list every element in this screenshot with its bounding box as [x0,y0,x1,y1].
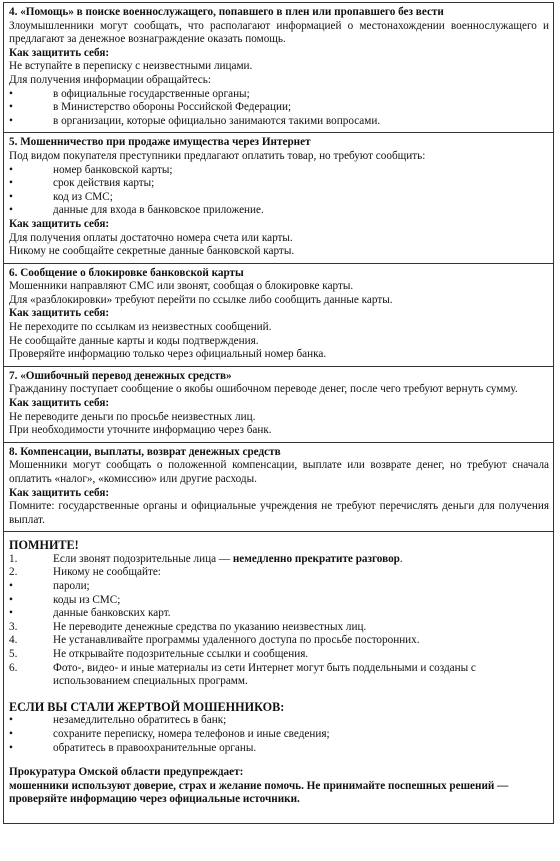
list-item: 1. Если звонят подозрительные лица — немедленно прекратите разговор. [9,552,403,565]
protect-note: Помните: государственные органы и официальные учреждения не требуют перечислять деньги для получения выплат. [9,500,549,526]
section-7 [4,367,553,443]
bullet-icon: • [9,607,13,620]
bullet-icon: • [9,580,13,593]
list-item: 5. Не открывайте подозрительные ссылки и сообщения. [9,648,309,661]
section-6 [4,264,553,367]
protect-line: Не вступайте в переписку с неизвестными лицами. [9,60,253,73]
bullet-list [9,88,549,129]
victim-heading: ЕСЛИ ВЫ СТАЛИ ЖЕРТВОЙ МОШЕННИКОВ: [9,699,285,714]
list-item: • номер банковской карты; [9,163,173,176]
bullet-icon: • [9,101,13,114]
bullet-icon: • [9,114,13,127]
list-item: • в официальные государственные органы; [9,87,250,100]
protect-line: Не переводите деньги по просьбе неизвестных лиц. [9,410,256,423]
protect-line: Для получения оплаты достаточно номера счета или карты. [9,231,293,244]
warning-text: мошенники используют доверие, страх и желание помочь. Не принимайте поспешных решений — проверяйте информацию через официальные источники. [9,779,509,806]
list-item: • срок действия карты; [9,177,155,190]
bullet-icon: • [9,593,13,606]
bullet-icon: • [9,163,13,176]
protect-line: Для получения информации обращайтесь: [9,73,211,86]
section-title: 7. «Ошибочный перевод денежных средств» [9,369,232,382]
warning-heading: Прокуратура Омской области предупреждает: [9,766,244,779]
list-item: • сохраните переписку, номера телефонов и иные сведения; [9,727,330,740]
list-item: • коды из СМС; [9,593,121,606]
protect-line: Проверяйте информацию только через официальный номер банка. [9,348,327,361]
list-item: • в организации, которые официально занимаются такими вопросами. [9,114,381,127]
bullet-icon: • [9,204,13,217]
list-item: • данные банковских карт. [9,607,171,620]
protect-label: Как защитить себя: [9,217,110,230]
list-item: 2. Никому не сообщайте: [9,566,161,579]
section-5 [4,133,553,263]
protect-line: Не сообщайте данные карты и коды подтверждения. [9,334,259,347]
list-item: 3. Не переводите денежные средства по указанию неизвестных лиц. [9,620,367,633]
list-item: 4. Не устанавливайте программы удаленного доступа по просьбе посторонних. [9,634,420,647]
list-item: • данные для входа в банковское приложение. [9,204,264,217]
section-intro: Гражданину поступает сообщение о якобы ошибочном переводе денег, после чего требуют вернуть сумму. [9,383,518,396]
section-intro: Под видом покупателя преступники предлагают оплатить товар, но требуют сообщить: [9,149,426,162]
bullet-icon: • [9,87,13,100]
bullet-icon: • [9,190,13,203]
bullet-icon: • [9,727,13,740]
bullet-icon: • [9,177,13,190]
protect-label: Как защитить себя: [9,397,110,410]
bullet-icon: • [9,714,13,727]
protect-label: Как защитить себя: [9,486,110,499]
list-item: • код из СМС; [9,190,113,203]
section-intro: Для «разблокировки» требуют перейти по ссылке либо сообщить данные карты. [9,293,393,306]
section-intro: Мошенники могут сообщать о положенной компенсации, выплате или возврате денег, но требуют сначала оплатить «налог», «комиссию» или другие расходы. [9,459,549,485]
protect-label: Как защитить себя: [9,46,110,59]
bullet-icon: • [9,741,13,754]
section-8 [4,443,553,533]
section-title: 8. Компенсации, выплаты, возврат денежных средств [9,445,281,458]
list-item: • в Министерство обороны Российской Федерации; [9,101,292,114]
section-intro: Злоумышленники могут сообщать, что располагают информацией о местонахождении военнослужащего и предлагают за денежное вознаграждение оказать помощь. [9,19,549,46]
bullet-list [9,164,549,218]
section-title: 4. «Помощь» в поиске военнослужащего, попавшего в плен или пропавшего без вести [9,6,444,18]
section-title: 6. Сообщение о блокировке банковской карты [9,266,244,279]
summary-section [4,532,553,823]
remember-heading: ПОМНИТЕ! [9,538,79,553]
list-item: • пароли; [9,580,90,593]
protect-line: Не переходите по ссылкам из неизвестных сообщений. [9,321,272,334]
section-intro: Мошенники направляют СМС или звонят, сообщая о блокировке карты. [9,280,354,293]
protect-label: Как защитить себя: [9,307,110,320]
section-4 [4,3,553,133]
memo-document [3,2,554,824]
protect-line: При необходимости уточните информацию через банк. [9,424,272,437]
victim-list [9,714,549,755]
remember-list [9,553,549,689]
section-title: 5. Мошенничество при продаже имущества через Интернет [9,136,311,149]
list-item: • обратитесь в правоохранительные органы. [9,741,257,754]
list-item: 6. Фото-, видео- и иные материалы из сети Интернет могут быть поддельными и созданы с использованием специальных программ. [9,661,476,688]
list-item: • незамедлительно обратитесь в банк; [9,714,227,727]
protect-line: Никому не сообщайте секретные данные банковской карты. [9,245,295,258]
